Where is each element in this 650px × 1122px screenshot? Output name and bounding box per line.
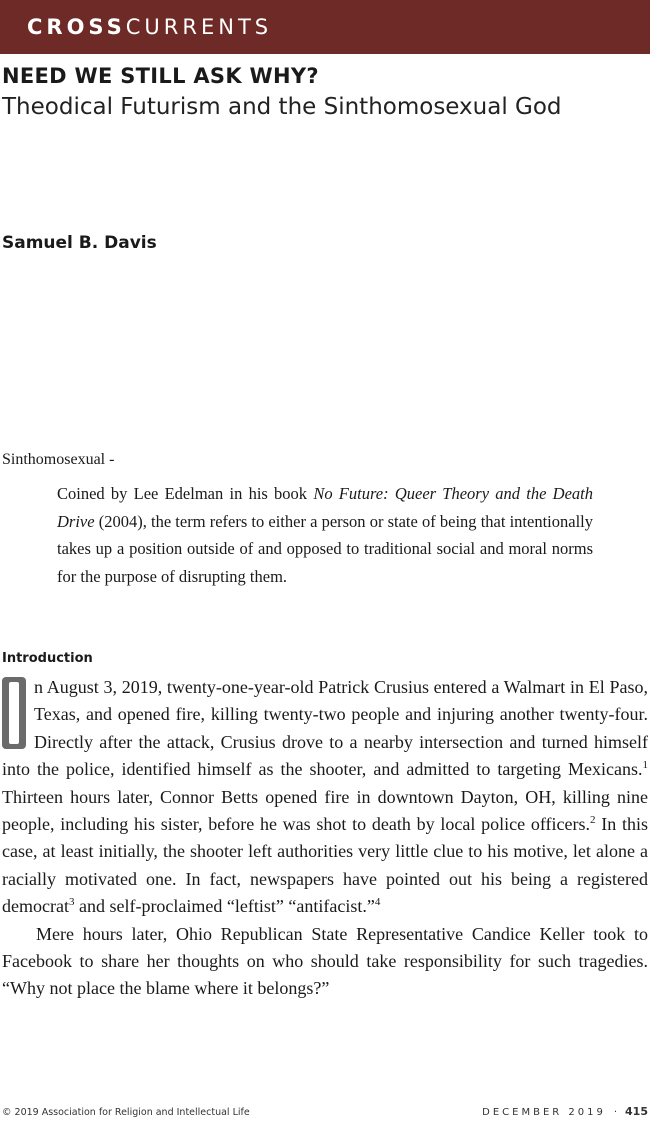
footnote-ref-2[interactable]: 2: [590, 814, 596, 827]
article-subtitle: Theodical Futurism and the Sinthomosexual God: [2, 94, 562, 120]
section-heading: Introduction: [2, 651, 93, 666]
paragraph-2: Mere hours later, Ohio Republican State Representative Candice Keller took to Facebook to share her thoughts on who should take responsibility for such tragedies. “Why not place the blame where it belongs?”: [2, 923, 648, 999]
footer-copyright: © 2019 Association for Religion and Intellectual Life: [2, 1107, 250, 1118]
paragraph-text: Thirteen hours later, Connor Betts opened fire in downtown Dayton, OH, killing nine people, including his sister, before he was shot to death by local police officers.: [2, 786, 648, 835]
author-name: Samuel B. Davis: [2, 233, 157, 253]
banner-text-light: CURRENTS: [125, 15, 273, 39]
article-title: NEED WE STILL ASK WHY?: [2, 64, 319, 88]
footer-issue: DECEMBER 2019: [482, 1107, 606, 1118]
journal-banner: [0, 0, 650, 54]
definition-term: Sinthomosexual -: [2, 451, 115, 468]
paragraph-text: n August 3, 2019, twenty-one-year-old Patrick Crusius entered a Walmart in El Paso, Texas, and opened fire, killing twenty-two people and injuring another twenty-four. Directly after the attack, Crusius drove to a nearby intersection and turned himself into the police, identified himself as the shooter, and admitted to targeting Mexicans.: [2, 677, 648, 780]
footnote-ref-3[interactable]: 3: [68, 896, 75, 909]
paragraph-1: [2, 674, 648, 921]
definition-text-after: (2004), the term refers to either a person or state of being that intentionally takes up a position outside of and opposed to traditional social and moral norms for the purpose of disrupting them.: [57, 511, 593, 586]
footnote-ref-4[interactable]: 4: [374, 896, 381, 909]
page-number: 415: [625, 1105, 648, 1118]
drop-cap: [2, 677, 26, 749]
definition-text-before: Coined by Lee Edelman in his book: [57, 484, 314, 503]
banner-text-bold: CROSS: [27, 15, 126, 39]
footer-issue-page: [482, 1105, 648, 1118]
definition-book-title: No Future: Queer Theory and the Death Drive: [57, 484, 594, 531]
footnote-ref-1[interactable]: 1: [642, 759, 648, 772]
paragraph-text: and self-proclaimed “leftist” “antifacist.”: [74, 896, 375, 917]
footer-separator: ·: [613, 1107, 618, 1118]
article-body: [2, 674, 648, 1003]
definition-text: [57, 480, 593, 590]
drop-cap-letter: [9, 682, 19, 744]
paragraph-text: In this case, at least initially, the shooter left authorities very little clue to his motive, let alone a racially motivated one. In fact, newspapers have pointed out his being a registered democrat: [2, 814, 648, 917]
